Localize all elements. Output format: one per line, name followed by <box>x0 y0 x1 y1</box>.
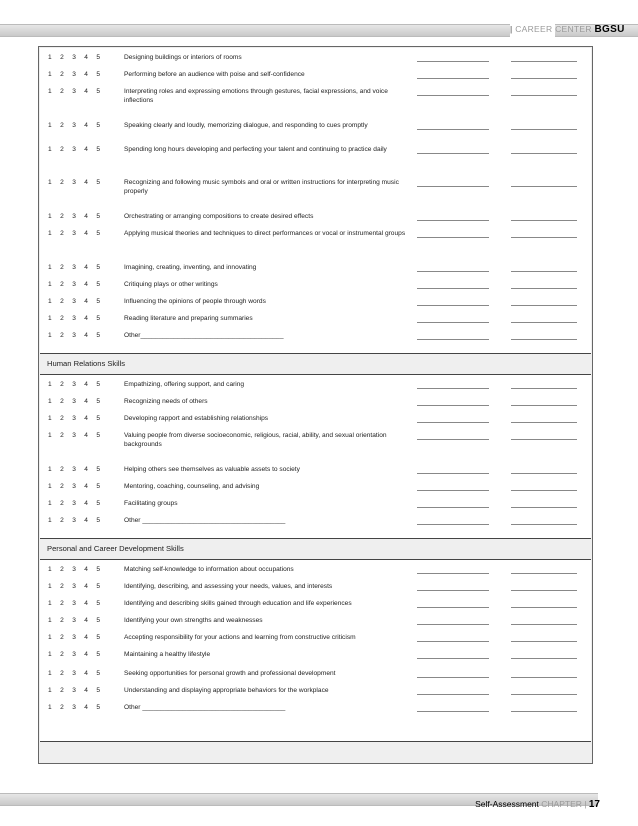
answer-blank[interactable] <box>511 220 577 221</box>
answer-blank[interactable] <box>417 153 489 154</box>
answer-blank[interactable] <box>417 271 489 272</box>
rating-scale[interactable]: 1 2 3 4 5 <box>48 88 101 95</box>
header-separator: | <box>510 24 513 34</box>
header-bar <box>0 24 510 37</box>
skill-description: Seeking opportunities for personal growth and professional development <box>124 670 336 677</box>
answer-blank[interactable] <box>417 339 489 340</box>
skill-description: Mentoring, coaching, counseling, and advising <box>124 483 260 490</box>
answer-blank[interactable] <box>417 490 489 491</box>
skills-section <box>40 560 591 742</box>
skill-description: Interpreting roles and expressing emotions through gestures, facial expressions, and voice inflections <box>124 88 388 104</box>
rating-scale[interactable]: 1 2 3 4 5 <box>48 332 101 339</box>
answer-blank[interactable] <box>417 607 489 608</box>
skill-description: Other _______________________________________ <box>124 517 286 524</box>
answer-blank[interactable] <box>417 694 489 695</box>
rating-scale[interactable]: 1 2 3 4 5 <box>48 651 101 658</box>
answer-blank[interactable] <box>511 129 577 130</box>
answer-blank[interactable] <box>417 129 489 130</box>
answer-blank[interactable] <box>417 507 489 508</box>
answer-blank[interactable] <box>511 237 577 238</box>
skill-row <box>40 634 591 651</box>
answer-blank[interactable] <box>511 271 577 272</box>
skill-description: Empathizing, offering support, and caring <box>124 381 245 388</box>
answer-blank[interactable] <box>511 288 577 289</box>
answer-blank[interactable] <box>511 78 577 79</box>
skill-description: Performing before an audience with poise and self-confidence <box>124 71 305 78</box>
rating-scale[interactable]: 1 2 3 4 5 <box>48 670 101 677</box>
answer-blank[interactable] <box>417 473 489 474</box>
rating-scale[interactable]: 1 2 3 4 5 <box>48 517 101 524</box>
skill-description: Identifying and describing skills gained through education and life experiences <box>124 600 352 607</box>
rating-scale[interactable]: 1 2 3 4 5 <box>48 230 101 237</box>
skill-description: Understanding and displaying appropriate behaviors for the workplace <box>124 687 329 694</box>
answer-blank[interactable] <box>417 641 489 642</box>
answer-blank[interactable] <box>417 237 489 238</box>
answer-blank[interactable] <box>417 95 489 96</box>
rating-scale[interactable]: 1 2 3 4 5 <box>48 566 101 573</box>
skill-description: Critiquing plays or other writings <box>124 281 218 288</box>
answer-blank[interactable] <box>417 61 489 62</box>
skill-row <box>40 651 591 670</box>
rating-scale[interactable]: 1 2 3 4 5 <box>48 71 101 78</box>
answer-blank[interactable] <box>417 78 489 79</box>
rating-scale[interactable]: 1 2 3 4 5 <box>48 281 101 288</box>
skill-description: Maintaining a healthy lifestyle <box>124 651 211 658</box>
rating-scale[interactable]: 1 2 3 4 5 <box>48 315 101 322</box>
skill-description: Identifying your own strengths and weaknesses <box>124 617 263 624</box>
answer-blank[interactable] <box>511 405 577 406</box>
skill-description: Accepting responsibility for your actions and learning from constructive criticism <box>124 634 356 641</box>
answer-blank[interactable] <box>511 607 577 608</box>
rating-scale[interactable]: 1 2 3 4 5 <box>48 583 101 590</box>
skill-description: Influencing the opinions of people through words <box>124 298 266 305</box>
skill-row <box>40 146 591 179</box>
answer-blank[interactable] <box>417 677 489 678</box>
skill-description: Other _______________________________________ <box>124 704 286 711</box>
skill-description: Orchestrating or arranging compositions to create desired effects <box>124 213 314 220</box>
skill-description: Facilitating groups <box>124 500 178 507</box>
answer-blank[interactable] <box>511 694 577 695</box>
answer-blank[interactable] <box>417 624 489 625</box>
rating-scale[interactable]: 1 2 3 4 5 <box>48 483 101 490</box>
skill-row <box>40 560 591 583</box>
answer-blank[interactable] <box>417 288 489 289</box>
rating-scale[interactable]: 1 2 3 4 5 <box>48 500 101 507</box>
rating-scale[interactable]: 1 2 3 4 5 <box>48 122 101 129</box>
answer-blank[interactable] <box>417 322 489 323</box>
answer-blank[interactable] <box>511 186 577 187</box>
answer-blank[interactable] <box>511 439 577 440</box>
skill-row <box>40 617 591 634</box>
skill-row <box>40 315 591 332</box>
skill-row <box>40 583 591 600</box>
skill-row <box>40 500 591 517</box>
rating-scale[interactable]: 1 2 3 4 5 <box>48 432 101 439</box>
running-footer <box>475 799 600 810</box>
skill-row <box>40 298 591 315</box>
answer-blank[interactable] <box>417 590 489 591</box>
rating-scale[interactable]: 1 2 3 4 5 <box>48 54 101 61</box>
rating-scale[interactable]: 1 2 3 4 5 <box>48 381 101 388</box>
skill-description: Spending long hours developing and perfecting your talent and continuing to practice daily <box>124 146 387 153</box>
answer-blank[interactable] <box>511 507 577 508</box>
skill-row <box>40 600 591 617</box>
answer-blank[interactable] <box>511 153 577 154</box>
rating-scale[interactable]: 1 2 3 4 5 <box>48 466 101 473</box>
skill-row <box>40 517 591 534</box>
skill-row <box>40 88 591 122</box>
skill-row <box>40 670 591 687</box>
section-heading: Human Relations Skills <box>40 354 591 375</box>
footer-separator: | <box>584 799 587 809</box>
answer-blank[interactable] <box>511 473 577 474</box>
answer-blank[interactable] <box>417 305 489 306</box>
rating-scale[interactable]: 1 2 3 4 5 <box>48 146 101 153</box>
skill-row <box>40 466 591 483</box>
skill-row <box>40 432 591 466</box>
skill-row <box>40 332 591 349</box>
section-padding <box>40 721 591 741</box>
answer-blank[interactable] <box>417 388 489 389</box>
answer-blank[interactable] <box>417 524 489 525</box>
skill-description: Helping others see themselves as valuable assets to society <box>124 466 300 473</box>
answer-blank[interactable] <box>417 186 489 187</box>
rating-scale[interactable]: 1 2 3 4 5 <box>48 213 101 220</box>
header-brand: BGSU <box>594 24 625 35</box>
answer-blank[interactable] <box>511 658 577 659</box>
section-heading: Personal and Career Development Skills <box>40 539 591 560</box>
skill-description: Recognizing and following music symbols and oral or written instructions for interpreting music properly <box>124 179 399 195</box>
footer-chapter: CHAPTER <box>541 799 582 809</box>
skills-section <box>40 375 591 539</box>
answer-blank[interactable] <box>511 573 577 574</box>
answer-blank[interactable] <box>417 573 489 574</box>
answer-blank[interactable] <box>511 305 577 306</box>
rating-scale[interactable]: 1 2 3 4 5 <box>48 264 101 271</box>
skill-description: Applying musical theories and techniques to direct performances or vocal or instrumental groups <box>124 230 406 237</box>
skill-description: Reading literature and preparing summaries <box>124 315 253 322</box>
skill-description: Valuing people from diverse socioeconomic, religious, racial, ability, and sexual orientation backgrounds <box>124 432 387 448</box>
skill-row <box>40 415 591 432</box>
section-padding <box>40 349 591 353</box>
answer-blank[interactable] <box>511 339 577 340</box>
skill-description: Imagining, creating, inventing, and innovating <box>124 264 257 271</box>
answer-blank[interactable] <box>511 422 577 423</box>
skill-description: Identifying, describing, and assessing your needs, values, and interests <box>124 583 333 590</box>
skill-description: Developing rapport and establishing relationships <box>124 415 269 422</box>
answer-blank[interactable] <box>417 220 489 221</box>
answer-blank[interactable] <box>417 658 489 659</box>
answer-blank[interactable] <box>511 624 577 625</box>
answer-blank[interactable] <box>511 95 577 96</box>
skill-row <box>40 48 591 71</box>
rating-scale[interactable]: 1 2 3 4 5 <box>48 600 101 607</box>
answer-blank[interactable] <box>511 711 577 712</box>
skill-row <box>40 483 591 500</box>
skill-row <box>40 71 591 88</box>
skill-row <box>40 687 591 704</box>
skill-row <box>40 230 591 264</box>
rating-scale[interactable]: 1 2 3 4 5 <box>48 415 101 422</box>
skill-description: Speaking clearly and loudly, memorizing dialogue, and responding to cues promptly <box>124 122 368 129</box>
answer-blank[interactable] <box>511 490 577 491</box>
page-number: 17 <box>588 799 600 810</box>
skill-description: Other_______________________________________ <box>124 332 284 339</box>
skill-row <box>40 398 591 415</box>
answer-blank[interactable] <box>511 590 577 591</box>
answer-blank[interactable] <box>511 641 577 642</box>
answer-blank[interactable] <box>417 711 489 712</box>
skill-row <box>40 281 591 298</box>
skill-row <box>40 704 591 721</box>
skill-row <box>40 264 591 281</box>
answer-blank[interactable] <box>417 439 489 440</box>
answer-blank[interactable] <box>417 422 489 423</box>
answer-blank[interactable] <box>511 524 577 525</box>
rating-scale[interactable]: 1 2 3 4 5 <box>48 704 101 711</box>
answer-blank[interactable] <box>511 677 577 678</box>
skills-section <box>40 48 591 354</box>
skill-row <box>40 179 591 213</box>
rating-scale[interactable]: 1 2 3 4 5 <box>48 617 101 624</box>
section-padding <box>40 534 591 538</box>
rating-scale[interactable]: 1 2 3 4 5 <box>48 687 101 694</box>
skill-description: Recognizing needs of others <box>124 398 208 405</box>
header-center-name: CAREER CENTER <box>515 24 592 34</box>
answer-blank[interactable] <box>511 61 577 62</box>
rating-scale[interactable]: 1 2 3 4 5 <box>48 179 101 186</box>
running-header <box>510 24 625 35</box>
skill-row <box>40 213 591 230</box>
rating-scale[interactable]: 1 2 3 4 5 <box>48 298 101 305</box>
skill-row <box>40 122 591 146</box>
skill-description: Designing buildings or interiors of rooms <box>124 54 242 61</box>
skills-table <box>40 48 591 742</box>
answer-blank[interactable] <box>511 322 577 323</box>
footer-title: Self-Assessment <box>475 799 539 809</box>
answer-blank[interactable] <box>417 405 489 406</box>
rating-scale[interactable]: 1 2 3 4 5 <box>48 634 101 641</box>
rating-scale[interactable]: 1 2 3 4 5 <box>48 398 101 405</box>
skill-row <box>40 375 591 398</box>
skill-description: Matching self-knowledge to information about occupations <box>124 566 294 573</box>
answer-blank[interactable] <box>511 388 577 389</box>
